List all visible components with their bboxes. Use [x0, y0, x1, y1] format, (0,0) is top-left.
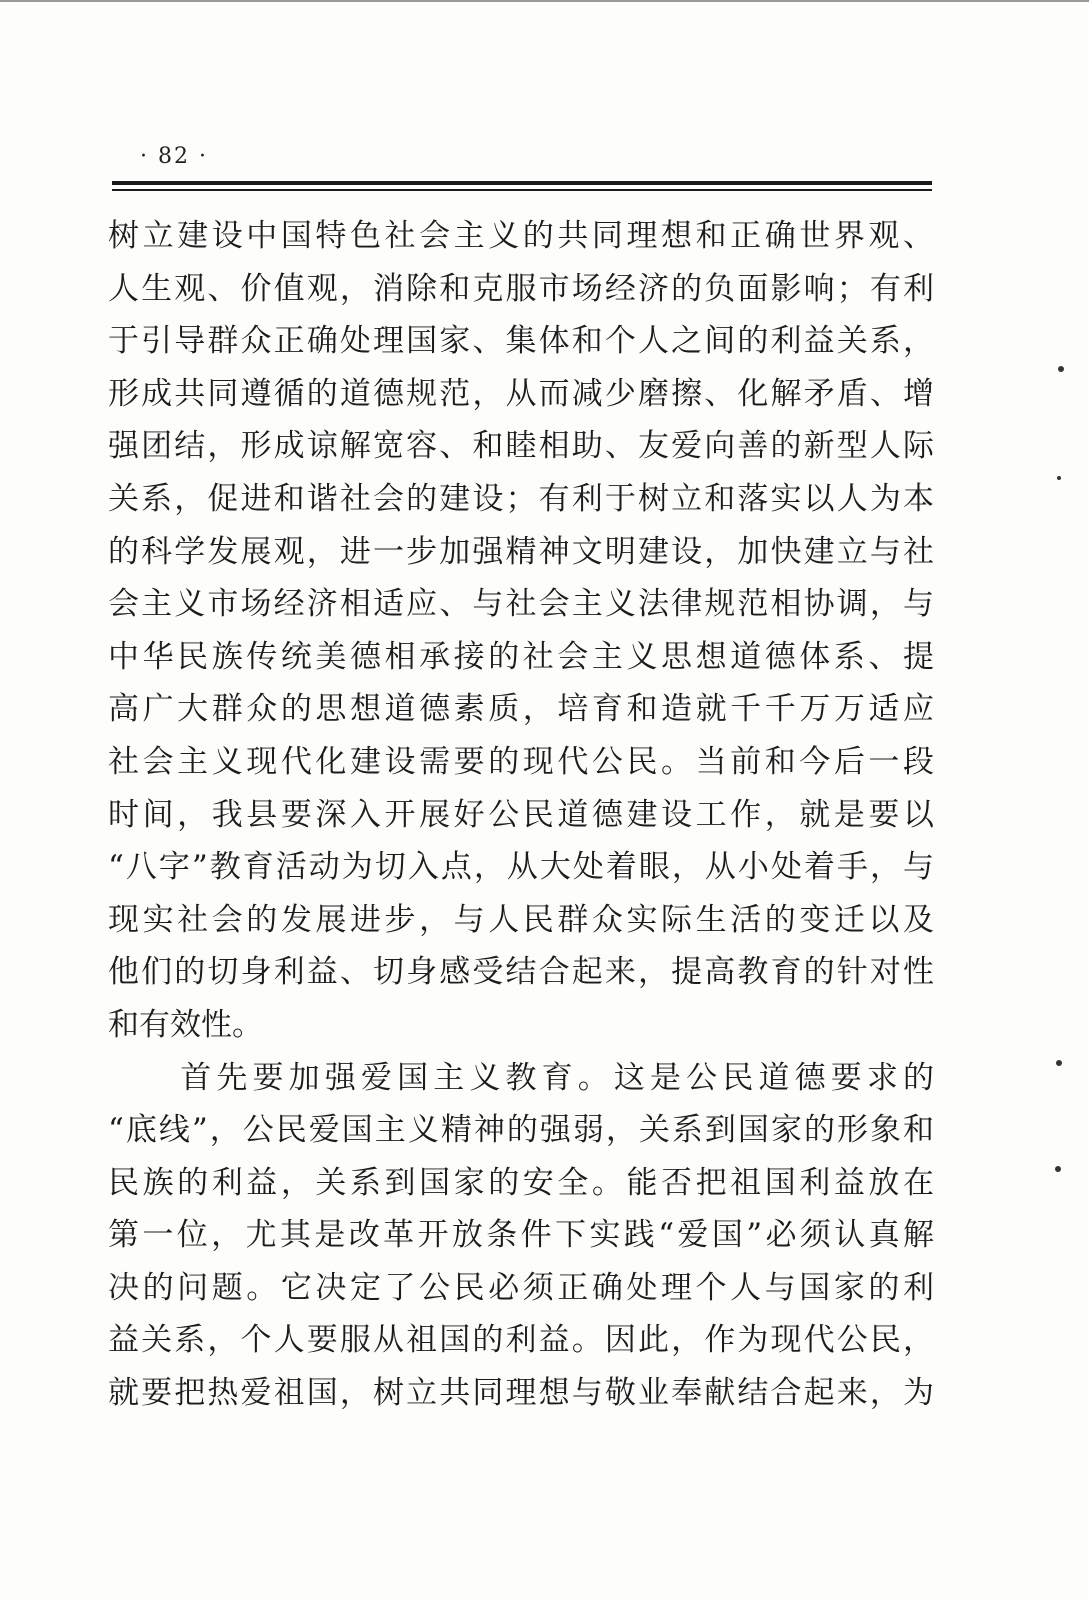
- scan-speck: [1057, 476, 1061, 480]
- text-line: 关系，促进和谐社会的建设；有利于树立和落实以人为本: [108, 480, 934, 517]
- text-line: 的科学发展观，进一步加强精神文明建设，加快建立与社: [108, 533, 934, 570]
- scan-speck: [1055, 1166, 1061, 1172]
- header-rule-thin: [112, 189, 932, 191]
- header-rule-thick: [112, 181, 932, 185]
- body-text: [108, 210, 934, 1420]
- text-line: 现实社会的发展进步，与人民群众实际生活的变迁以及: [108, 901, 934, 938]
- text-line: “底线”，公民爱国主义精神的强弱，关系到国家的形象和: [108, 1112, 934, 1149]
- text-line: 益关系，个人要服从祖国的利益。因此，作为现代公民，: [108, 1322, 934, 1359]
- text-line: 和有效性。: [108, 1006, 263, 1043]
- text-line: “八字”教育活动为切入点，从大处着眼，从小处着手，与: [108, 849, 934, 886]
- text-line: 形成共同遵循的道德规范，从而减少磨擦、化解矛盾、增: [108, 375, 934, 412]
- text-line: 强团结，形成谅解宽容、和睦相助、友爱向善的新型人际: [108, 428, 934, 465]
- text-line: 决的问题。它决定了公民必须正确处理个人与国家的利: [108, 1269, 934, 1306]
- scan-speck: [1058, 366, 1064, 372]
- text-line: 时间，我县要深入开展好公民道德建设工作，就是要以: [108, 796, 934, 833]
- text-line: 首先要加强爱国主义教育。这是公民道德要求的: [108, 1059, 934, 1096]
- text-line: 树立建设中国特色社会主义的共同理想和正确世界观、: [108, 218, 934, 254]
- text-line: 高广大群众的思想道德素质，培育和造就千千万万适应: [108, 691, 934, 728]
- text-line: 他们的切身利益、切身感受结合起来，提高教育的针对性: [108, 954, 934, 991]
- paragraph-2: [108, 1052, 934, 1420]
- text-line: 中华民族传统美德相承接的社会主义思想道德体系、提: [108, 638, 934, 675]
- scan-edge: [0, 0, 1089, 2]
- text-line: 会主义市场经济相适应、与社会主义法律规范相协调，与: [108, 586, 934, 623]
- text-line: 就要把热爱祖国，树立共同理想与敬业奉献结合起来，为: [108, 1375, 934, 1412]
- text-line: 于引导群众正确处理国家、集体和个人之间的利益关系，: [108, 323, 934, 360]
- text-line: 第一位，尤其是改革开放条件下实践“爱国”必须认真解: [108, 1217, 934, 1254]
- text-line: 社会主义现代化建设需要的现代公民。当前和今后一段: [108, 743, 934, 780]
- text-line: 人生观、价值观，消除和克服市场经济的负面影响；有利: [108, 270, 934, 307]
- page-number: · 82 ·: [140, 144, 208, 169]
- paragraph-1: [108, 210, 934, 1052]
- scan-speck: [1056, 1060, 1062, 1066]
- text-line: 民族的利益，关系到国家的安全。能否把祖国利益放在: [108, 1164, 934, 1201]
